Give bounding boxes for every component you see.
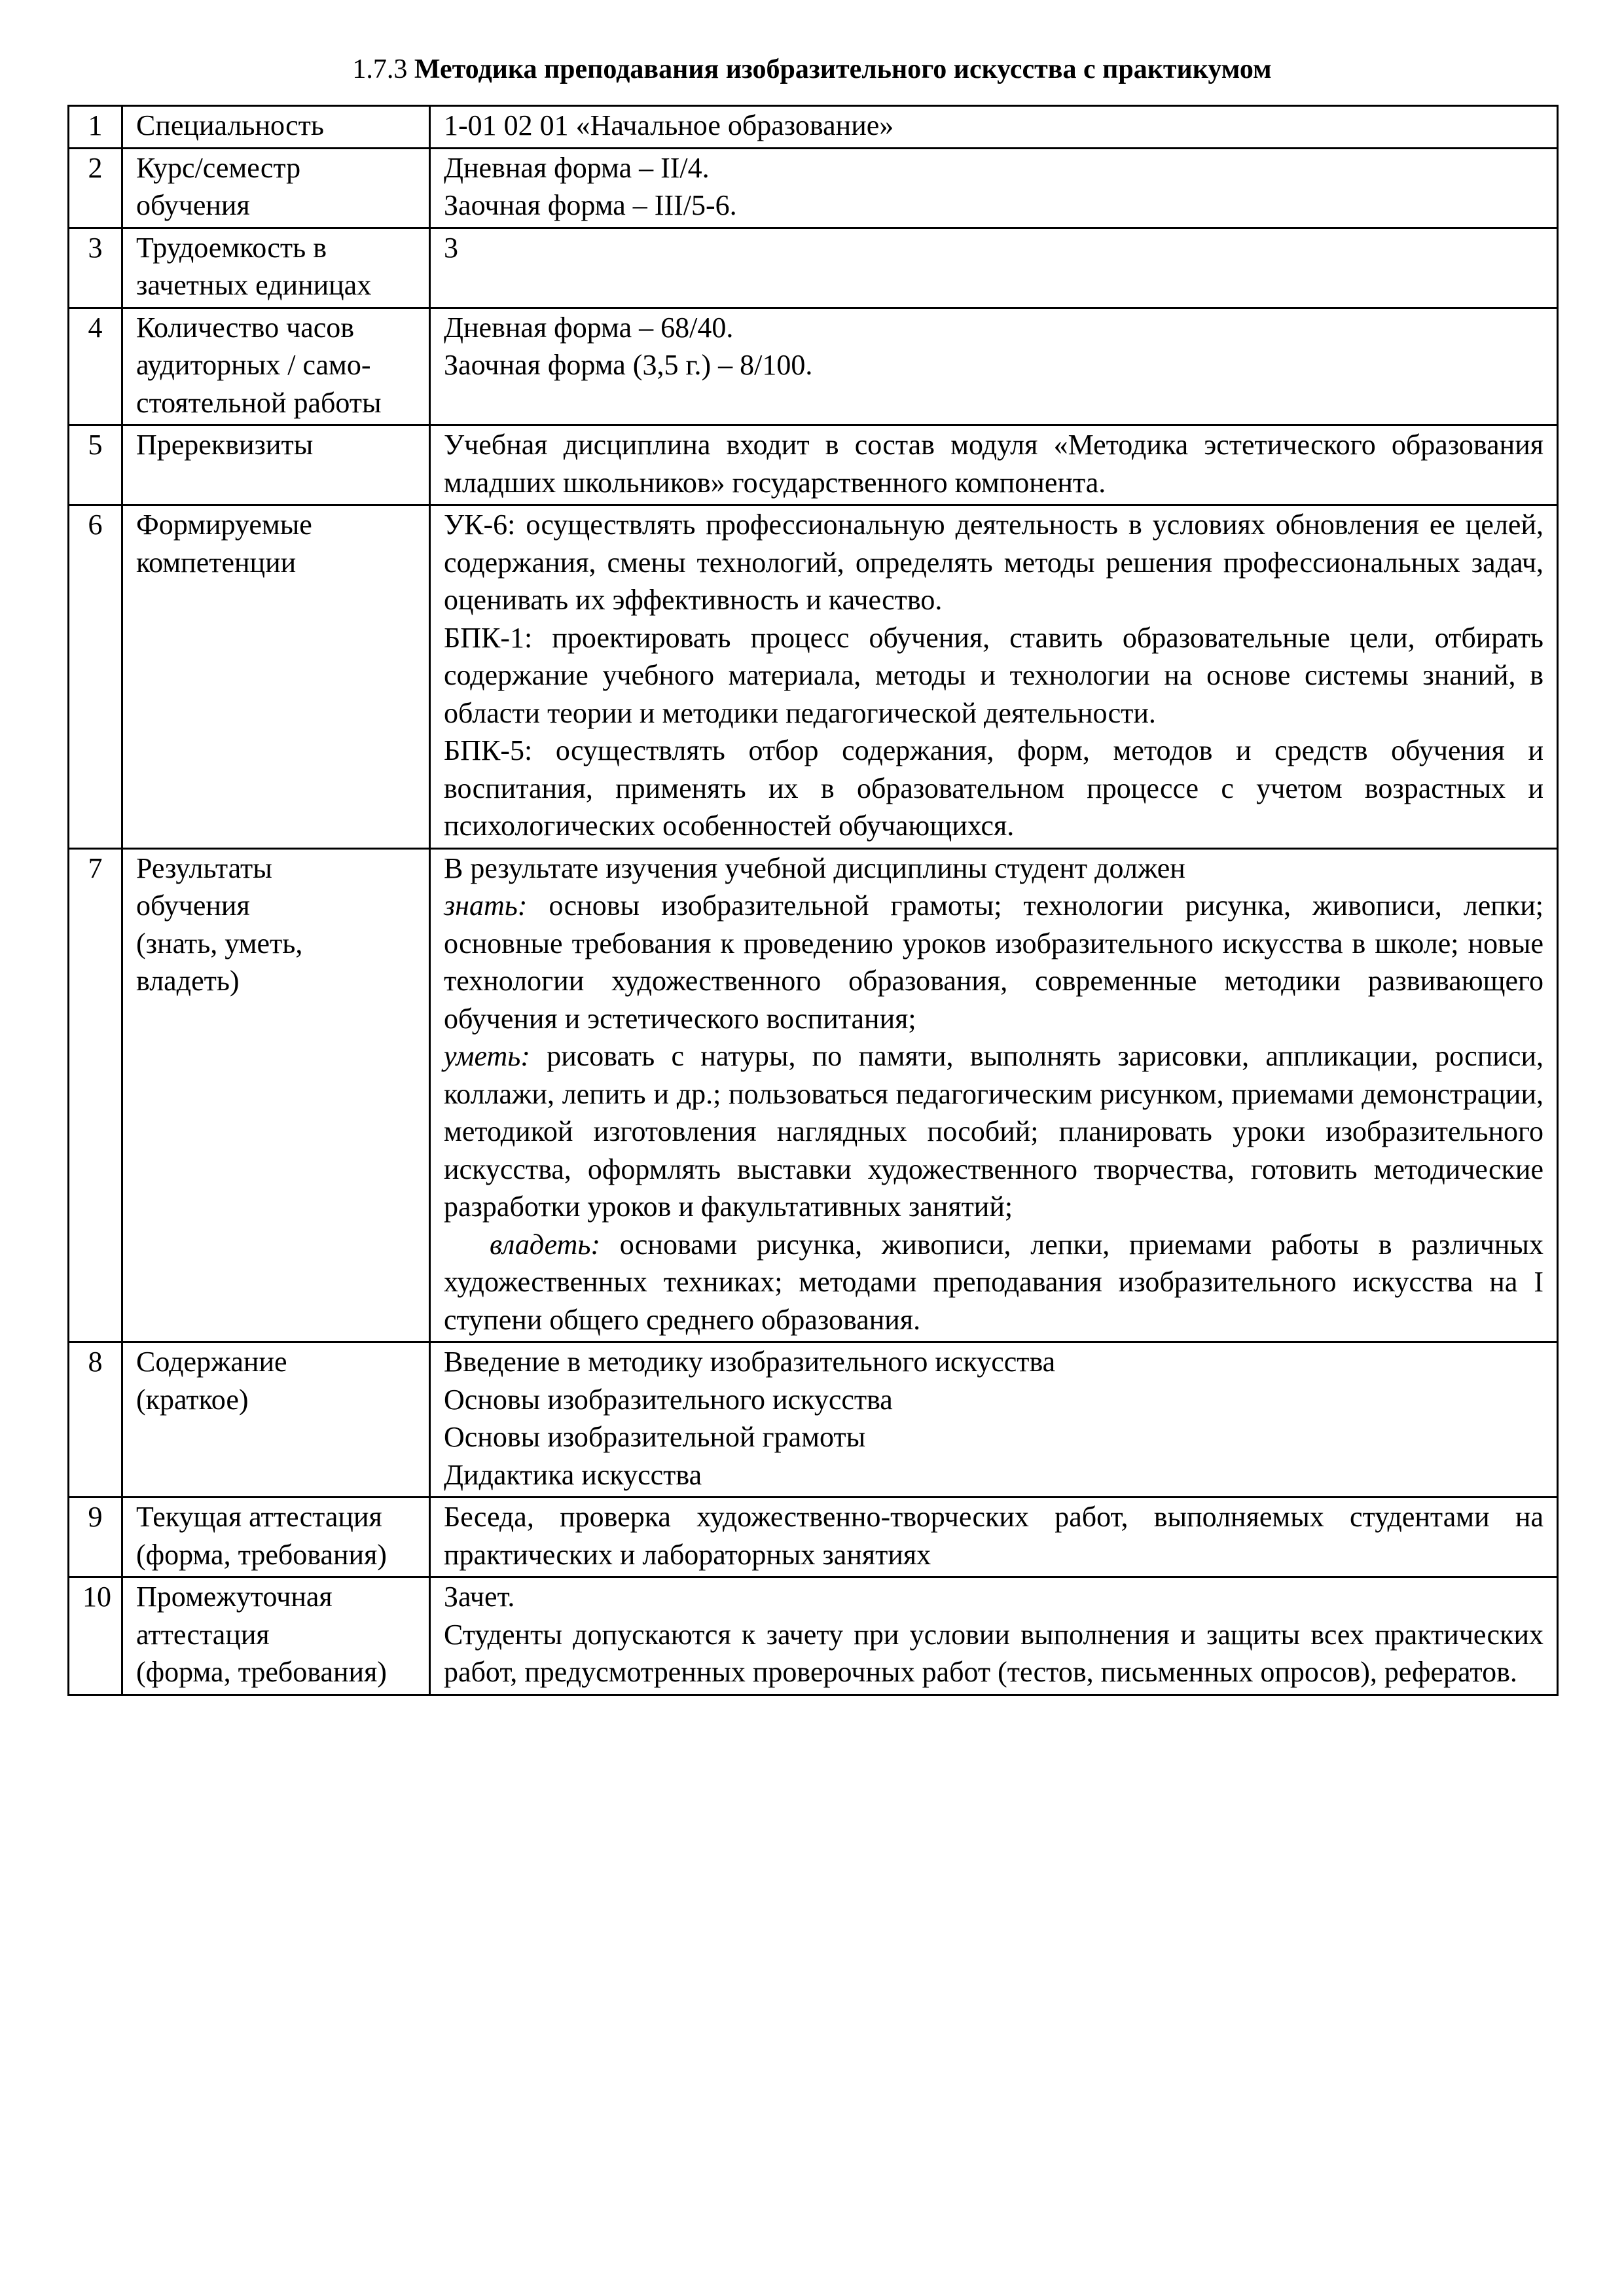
table-row xyxy=(69,505,1558,849)
row-value: Дневная форма – 68/40. Заочная форма (3,5 г.) – 8/100. xyxy=(430,308,1558,425)
competence-bpk1: БПК-1: проектировать процесс обучения, ставить образовательные цели, отбирать содержание учебного материала, методы и технологии на основе системы знаний, в области теории и методики педагогической деятельности. xyxy=(444,621,1543,729)
row-number: 5 xyxy=(69,425,122,505)
row-label: Промежуточная аттестация (форма, требования) xyxy=(122,1577,430,1695)
results-know xyxy=(444,887,1543,1037)
know-text: основы изобразительной грамоты; технологии рисунка, живописи, лепки; основные требования к проведению уроков изобразительного искусства в школе; новые технологии художественного образования, современные методики развивающего обучения и эстетического воспитания; xyxy=(444,889,1543,1035)
row-number: 2 xyxy=(69,148,122,228)
results-intro: В результате изучения учебной дисциплины студент должен xyxy=(444,852,1185,884)
table-row xyxy=(69,308,1558,425)
page-title xyxy=(0,51,1624,88)
row-value: Учебная дисциплина входит в состав модуля «Методика эстетического образования младших школьников» государственного компонента. xyxy=(430,425,1558,505)
content-item: Основы изобразительного искусства xyxy=(444,1383,893,1416)
content-item: Введение в методику изобразительного искусства xyxy=(444,1346,1056,1378)
row-value: Зачет. Студенты допускаются к зачету при условии выполнения и защиты всех практических работ, предусмотренных проверочных работ (тестов, письменных опросов), рефератов. xyxy=(430,1577,1558,1695)
competence-bpk5: БПК-5: осуществлять отбор содержания, форм, методов и средств обучения и воспитания, применять их в образовательном процессе с учетом возрастных и психологических особенностей обучающихся. xyxy=(444,734,1543,842)
row-value: 3 xyxy=(430,228,1558,308)
row-value: Беседа, проверка художественно-творческих работ, выполняемых студентами на практических и лабораторных занятиях xyxy=(430,1498,1558,1577)
row-label: Специальность xyxy=(122,106,430,149)
row-number: 9 xyxy=(69,1498,122,1577)
title-number: 1.7.3 xyxy=(352,54,408,84)
row-label: Количество часов аудиторных / само- стоятельной работы xyxy=(122,308,430,425)
can-text: рисовать с натуры, по памяти, выполнять зарисовки, аппликации, росписи, коллажи, лепить и др.; пользоваться педагогическим рисунком, приемами демонстрации, методикой изготовления наглядных пособий; планировать уроки изобразительного искусства, оформлять выставки художественного творчества, готовить методические разработки уроков и факультативных занятий; xyxy=(444,1040,1543,1223)
row-number: 8 xyxy=(69,1342,122,1498)
row-label: Формируемые компетенции xyxy=(122,505,430,849)
table-row xyxy=(69,1342,1558,1498)
table-row xyxy=(69,228,1558,308)
table-row xyxy=(69,106,1558,149)
row-label: Трудоемкость в зачетных единицах xyxy=(122,228,430,308)
competence-uk6: УК-6: осуществлять профессиональную деятельность в условиях обновления ее целей, содержания, смены технологий, определять методы решения профессиональных задач, оценивать их эффективность и качество. xyxy=(444,509,1543,616)
row-number: 1 xyxy=(69,106,122,149)
table-row xyxy=(69,1498,1558,1577)
row-value: 1-01 02 01 «Начальное образование» xyxy=(430,106,1558,149)
row-number: 4 xyxy=(69,308,122,425)
table-row xyxy=(69,848,1558,1342)
row-label: Результаты обучения (знать, уметь, владеть) xyxy=(122,848,430,1342)
row-number: 10 xyxy=(69,1577,122,1695)
row-label: Курс/семестр обучения xyxy=(122,148,430,228)
row-label: Содержание (краткое) xyxy=(122,1342,430,1498)
content-item: Основы изобразительной грамоты xyxy=(444,1421,866,1453)
table-row xyxy=(69,148,1558,228)
results-own xyxy=(444,1226,1543,1339)
row-value xyxy=(430,848,1558,1342)
row-value xyxy=(430,505,1558,849)
table-row xyxy=(69,1577,1558,1695)
results-can xyxy=(444,1037,1543,1226)
content-item: Дидактика искусства xyxy=(444,1458,702,1491)
discipline-table xyxy=(67,105,1559,1696)
can-term: уметь: xyxy=(444,1040,530,1072)
row-number: 7 xyxy=(69,848,122,1342)
row-label: Текущая аттестация (форма, требования) xyxy=(122,1498,430,1577)
row-number: 3 xyxy=(69,228,122,308)
table-row xyxy=(69,425,1558,505)
own-term: владеть: xyxy=(490,1228,601,1261)
own-text: основами рисунка, живописи, лепки, приемами работы в различных художественных техниках; методами преподавания изобразительного искусства на I ступени общего среднего образования. xyxy=(444,1228,1543,1336)
row-label: Пререквизиты xyxy=(122,425,430,505)
row-value: Дневная форма – II/4. Заочная форма – III/5-6. xyxy=(430,148,1558,228)
title-text: Методика преподавания изобразительного искусства с практикумом xyxy=(414,54,1272,84)
row-number: 6 xyxy=(69,505,122,849)
row-value xyxy=(430,1342,1558,1498)
know-term: знать: xyxy=(444,889,528,922)
